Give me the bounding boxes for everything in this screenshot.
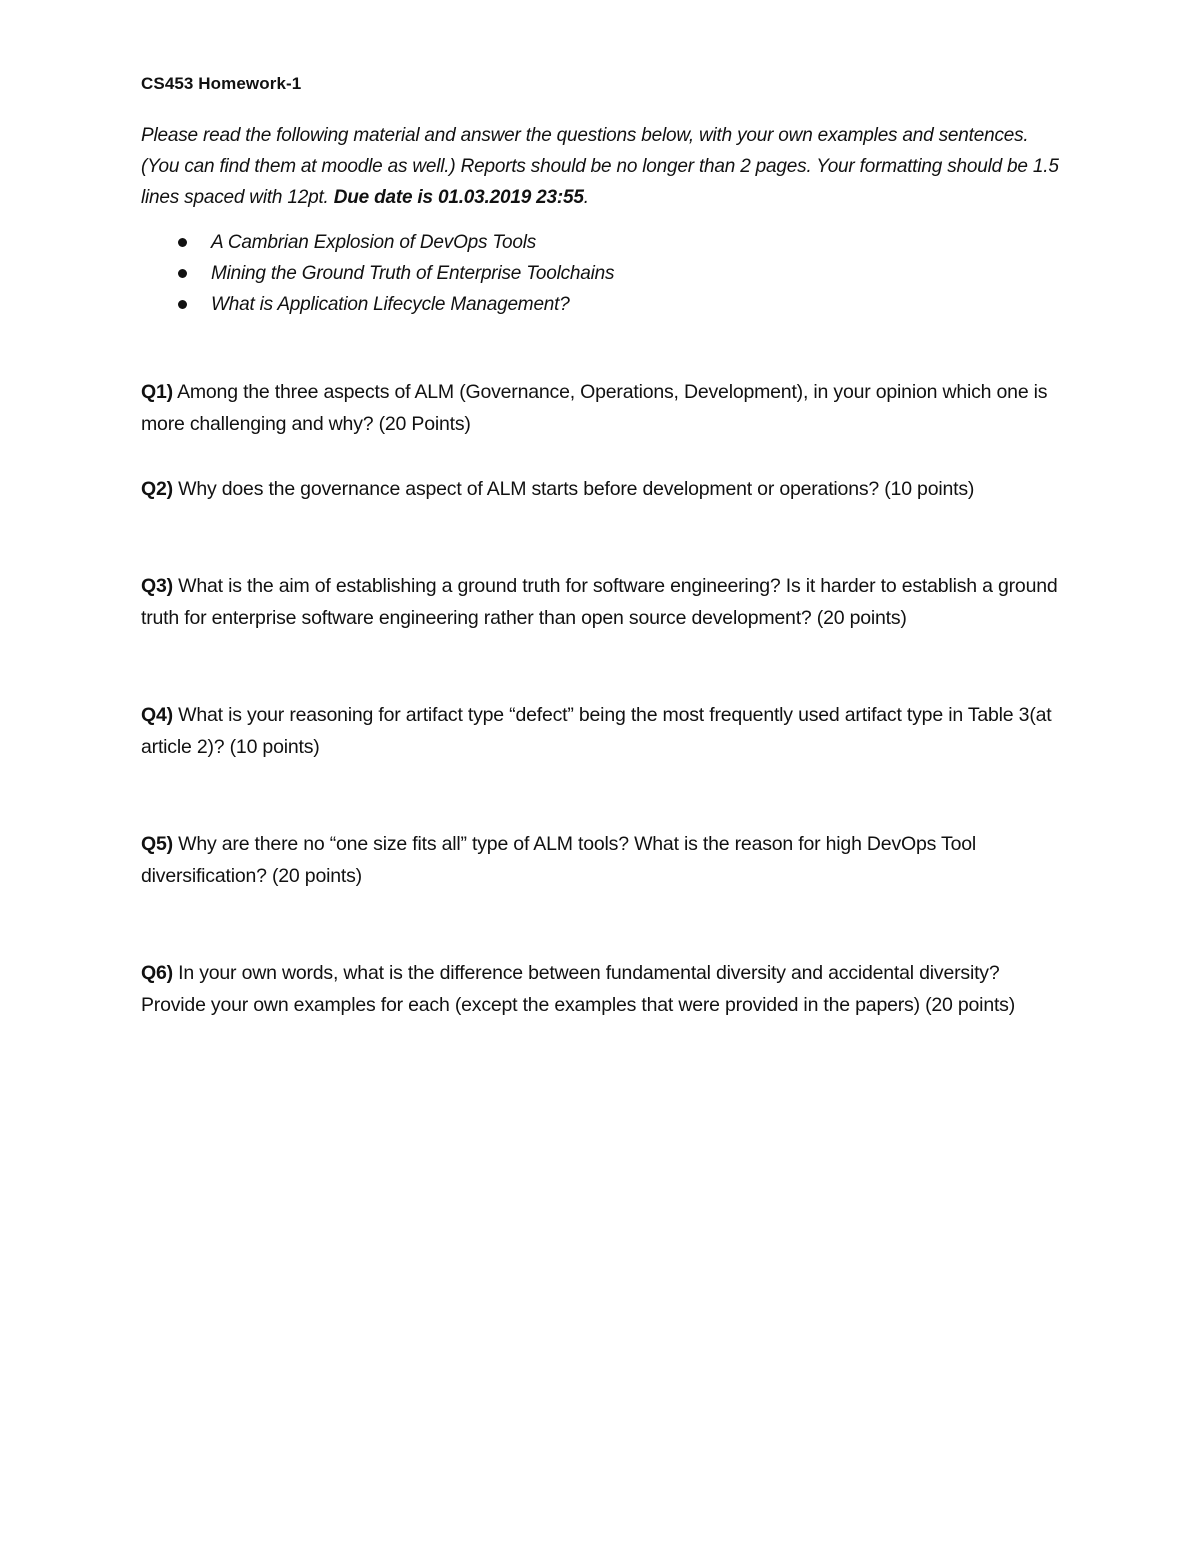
instructions-paragraph [141,120,1061,213]
question-number: Q4) [141,704,173,726]
reading-title: What is Application Lifecycle Management? [211,294,570,315]
bullet-icon [178,269,187,278]
reading-title: A Cambrian Explosion of DevOps Tools [211,232,537,253]
instructions-period: . [583,187,589,208]
question-text: What is the aim of establishing a ground truth for software engineering? Is it harder to establish a ground truth for enterprise software engineering rather than open source development? (20 points) [141,575,1058,629]
question-number: Q2) [141,478,173,500]
question-text: Why are there no “one size fits all” type of ALM tools? What is the reason for high DevOps Tool diversification? (20 points) [141,833,977,887]
question-2 [141,473,1061,505]
question-text: Why does the governance aspect of ALM starts before development or operations? (10 points) [172,478,975,500]
instructions-text: Please read the following material and answer the questions below, with your own examples and sentences. (You can find them at moodle as well.) Reports should be no longer than 2 pages. Your formatting should be 1.5 lines spaced with 12pt. [141,125,1059,208]
reading-item [141,227,1061,258]
bullet-icon [178,238,187,247]
question-text: What is your reasoning for artifact type “defect” being the most frequently used artifact type in Table 3(at article 2)? (10 points) [141,704,1052,758]
document-body [141,68,1061,1021]
question-6 [141,957,1061,1021]
bullet-icon [178,300,187,309]
question-number: Q3) [141,575,173,597]
reading-item [141,289,1061,320]
reading-item [141,258,1061,289]
question-number: Q1) [141,381,173,403]
document-title: CS453 Homework-1 [141,74,302,93]
question-4 [141,699,1061,763]
question-1 [141,376,1061,440]
question-text: In your own words, what is the difference between fundamental diversity and accidental diversity? Provide your own examples for each (except the examples that were provided in the papers) (20 points) [141,962,1016,1016]
reading-title: Mining the Ground Truth of Enterprise Toolchains [211,263,615,284]
due-date: Due date is 01.03.2019 23:55 [333,187,584,208]
question-number: Q6) [141,962,173,984]
question-text: Among the three aspects of ALM (Governance, Operations, Development), in your opinion which one is more challenging and why? (20 Points) [141,381,1048,435]
question-5 [141,828,1061,892]
question-3 [141,570,1061,634]
question-number: Q5) [141,833,173,855]
reading-list [141,227,1061,320]
